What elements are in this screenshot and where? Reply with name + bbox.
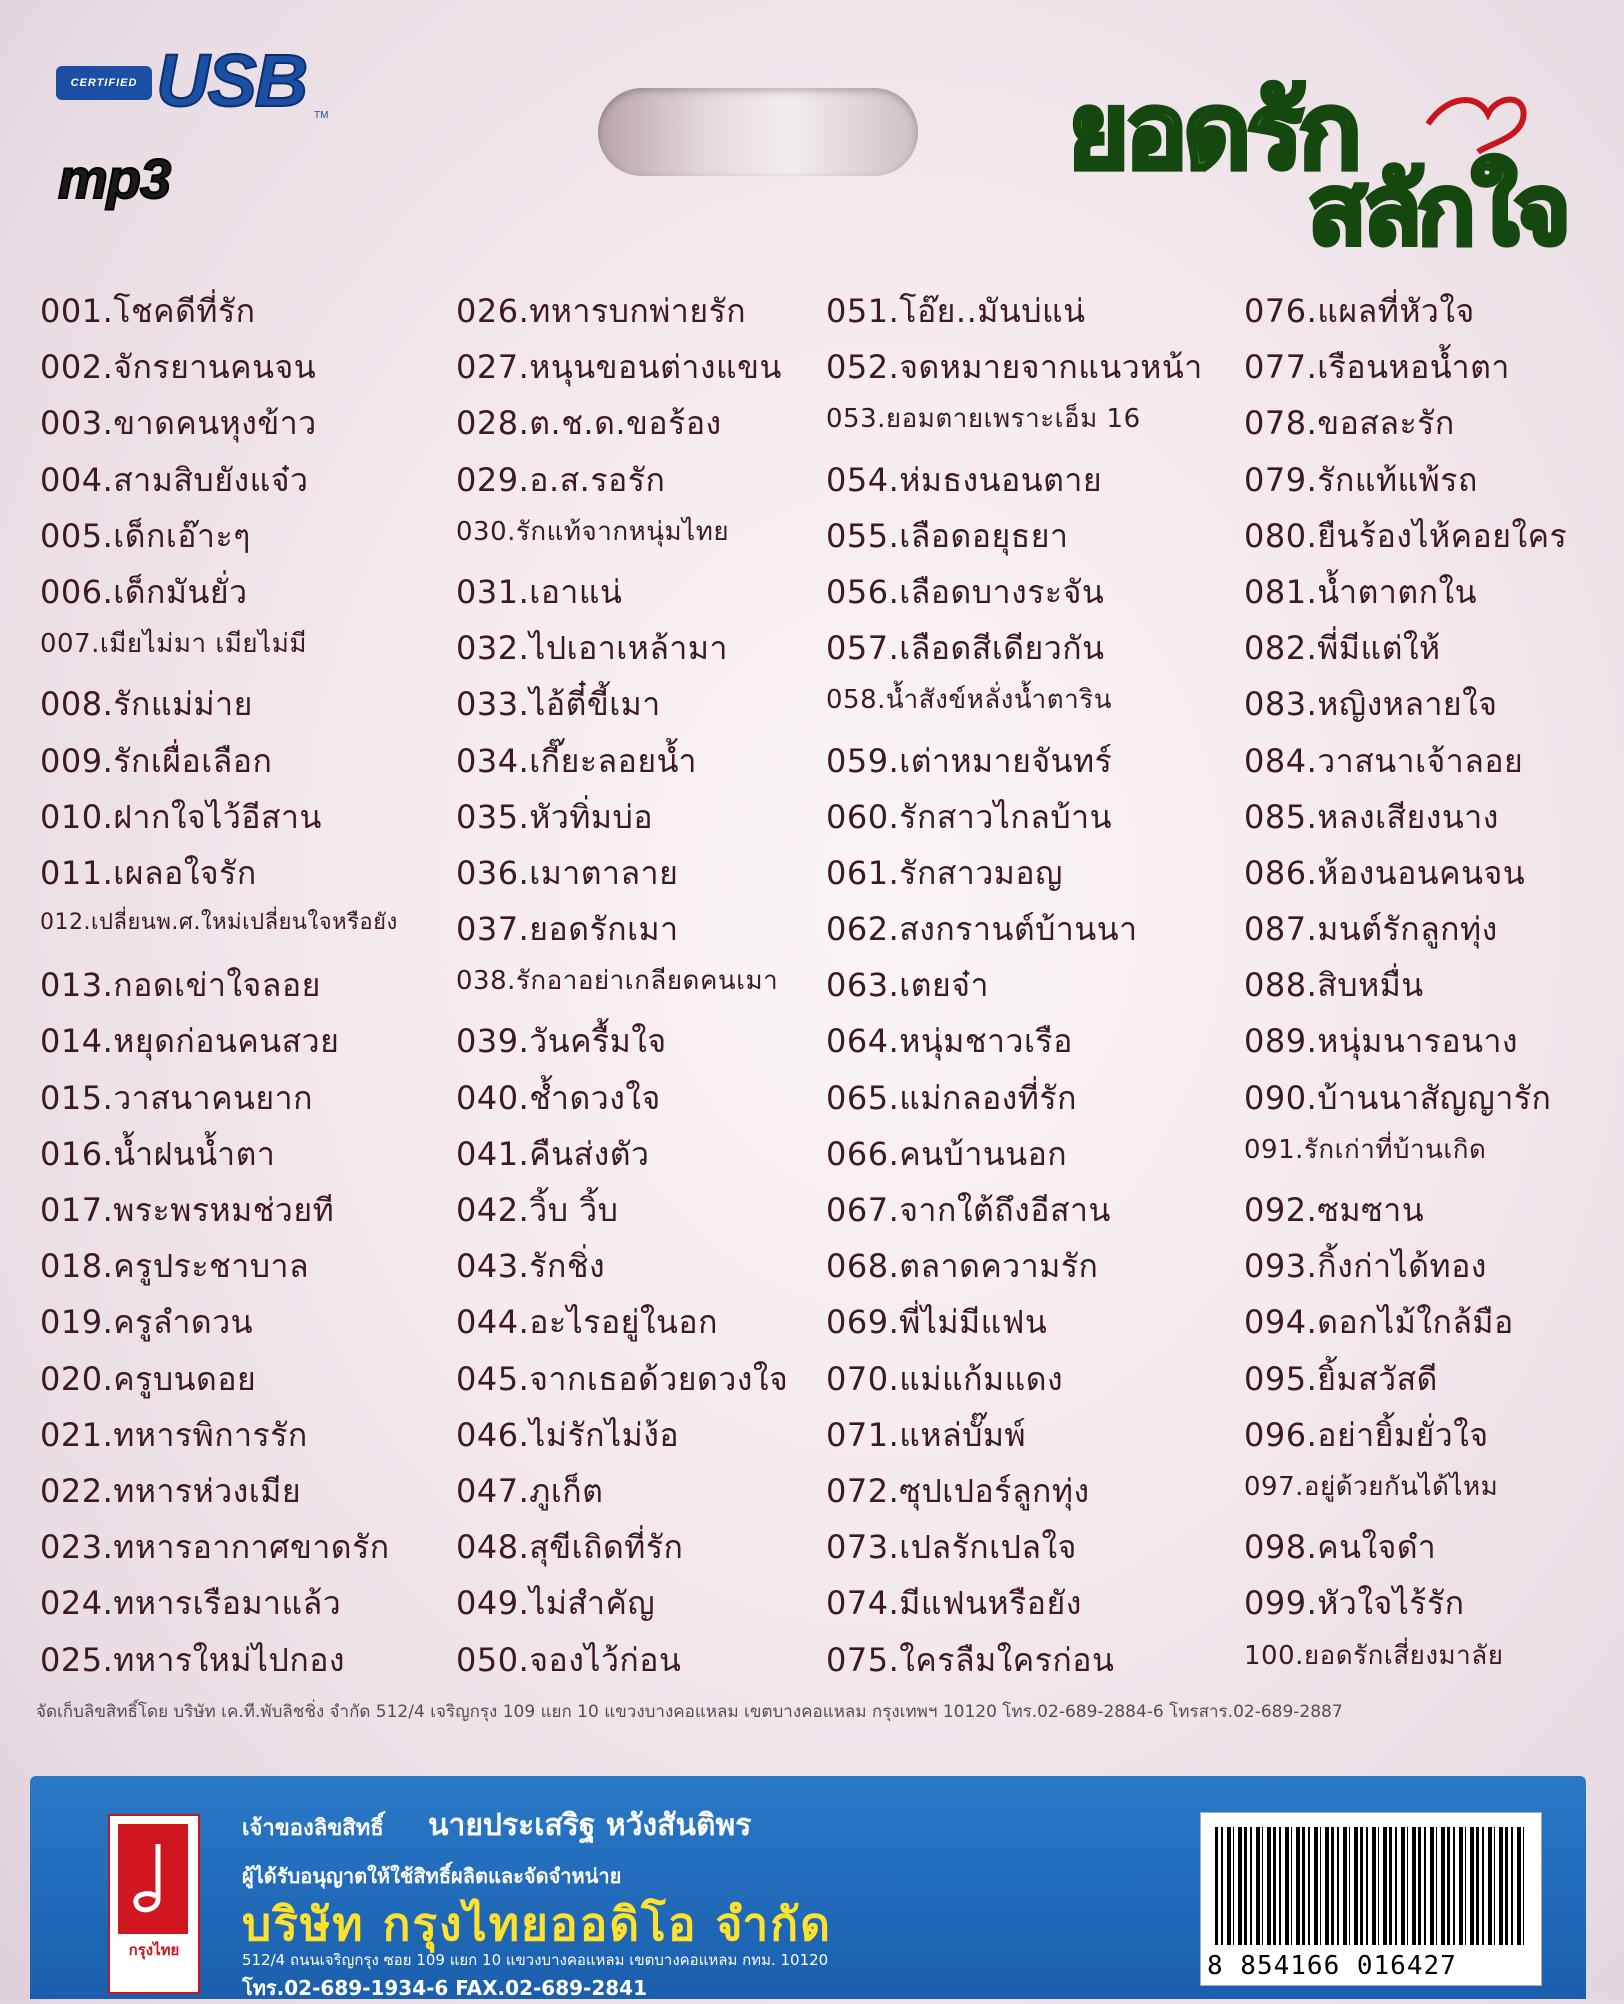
track-item: 055.เลือดอยุธยา xyxy=(826,516,1069,555)
track-item: 099.หัวใจไร้รัก xyxy=(1244,1584,1465,1623)
track-item: 014.หยุดก่อนคนสวย xyxy=(40,1022,340,1061)
track-item: 057.เลือดสีเดียวกัน xyxy=(826,629,1105,668)
track-item: 082.พี่มีแต่ให้ xyxy=(1244,629,1441,668)
track-item: 063.เตยจ๋า xyxy=(826,966,989,1005)
track-item: 013.กอดเข่าใจลอย xyxy=(40,966,321,1005)
track-item: 047.ภูเก็ต xyxy=(456,1471,604,1510)
track-item: 045.จากเธอด้วยดวงใจ xyxy=(456,1359,789,1398)
track-item: 022.ทหารห่วงเมีย xyxy=(40,1471,302,1510)
track-item: 061.รักสาวมอญ xyxy=(826,853,1063,892)
track-item: 016.น้ำฝนน้ำตา xyxy=(40,1134,276,1173)
publisher-footer xyxy=(30,1776,1586,1999)
track-column-3 xyxy=(826,286,1203,1691)
track-item: 096.อย่ายิ้มยั่วใจ xyxy=(1244,1415,1489,1454)
track-item: 053.ยอมตายเพราะเอ็ม 16 xyxy=(826,404,1141,435)
track-item: 046.ไม่รักไม่ง้อ xyxy=(456,1415,680,1454)
company-address: 512/4 ถนนเจริญกรุง ซอย 109 แยก 10 แขวงบางคอแหลม เขตบางคอแหลม กทม. 10120 xyxy=(242,1951,829,1969)
music-note-icon xyxy=(118,1824,188,1934)
track-column-2 xyxy=(456,286,788,1691)
track-item: 029.อ.ส.รอรัก xyxy=(456,460,666,499)
track-item: 054.ห่มธงนอนตาย xyxy=(826,460,1103,499)
track-item: 025.ทหารใหม่ไปกอง xyxy=(40,1640,346,1679)
krungthai-logo-text: กรุงไทย xyxy=(128,1941,180,1959)
track-item: 093.กิ้งก่าได้ทอง xyxy=(1244,1247,1487,1286)
track-item: 024.ทหารเรือมาแล้ว xyxy=(40,1584,342,1623)
track-item: 042.วิ้บ วิ้บ xyxy=(456,1191,619,1229)
track-item: 036.เมาตาลาย xyxy=(456,853,679,892)
copyright-line: จัดเก็บลิขสิทธิ์โดย บริษัท เค.ที.พับลิชชิ่ง จำกัด 512/4 เจริญกรุง 109 แยก 10 แขวงบางคอแหลม เขตบางคอแหลม กรุงเทพฯ 10120 โทร.02-689-2884-6 โทรสาร.02-689-2887 xyxy=(36,1702,1343,1722)
mp3-logo: mp3 xyxy=(58,147,171,210)
track-item: 081.น้ำตาตกใน xyxy=(1244,572,1477,611)
usb-certified-label: CERTIFIED xyxy=(56,66,152,100)
track-item: 098.คนใจดำ xyxy=(1244,1528,1437,1567)
track-item: 087.มนต์รักลูกทุ่ง xyxy=(1244,910,1498,949)
company-phone: โทร.02-689-1934-6 FAX.02-689-2841 xyxy=(242,1976,647,2000)
track-item: 062.สงกรานต์บ้านนา xyxy=(826,910,1138,949)
track-item: 066.คนบ้านนอก xyxy=(826,1134,1068,1173)
copyright-owner-label: เจ้าของลิขสิทธิ์ xyxy=(242,1816,384,1841)
heart-swirl-icon xyxy=(1418,74,1538,154)
track-item: 027.หนุนขอนต่างแขน xyxy=(456,348,782,387)
track-item: 032.ไปเอาเหล้ามา xyxy=(456,629,728,668)
track-item: 004.สามสิบยังแจ๋ว xyxy=(40,460,309,499)
track-item: 019.ครูลำดวน xyxy=(40,1303,254,1342)
barcode xyxy=(1200,1812,1542,1986)
licensee-label: ผู้ได้รับอนุญาตให้ใช้สิทธิ์ผลิตและจัดจำหน่าย xyxy=(242,1864,622,1888)
track-item: 049.ไม่สำคัญ xyxy=(456,1584,656,1623)
album-title-line1: ยอดรัก xyxy=(1068,70,1358,192)
track-item: 092.ซมซาน xyxy=(1244,1191,1425,1229)
track-item: 074.มีแฟนหรือยัง xyxy=(826,1584,1082,1623)
krungthai-logo xyxy=(108,1814,200,1994)
track-item: 070.แม่แก้มแดง xyxy=(826,1359,1064,1398)
track-item: 009.รักเผื่อเลือก xyxy=(40,741,273,780)
track-item: 018.ครูประชาบาล xyxy=(40,1247,310,1286)
track-item: 089.หนุ่มนารอนาง xyxy=(1244,1022,1519,1061)
track-item: 048.สุขีเถิดที่รัก xyxy=(456,1528,684,1567)
track-item: 021.ทหารพิการรัก xyxy=(40,1415,308,1454)
track-item: 060.รักสาวไกลบ้าน xyxy=(826,797,1113,836)
track-item: 008.รักแม่ม่าย xyxy=(40,685,253,724)
track-item: 071.แหล่บั๊มพ์ xyxy=(826,1415,1027,1454)
track-item: 056.เลือดบางระจัน xyxy=(826,572,1105,611)
track-item: 083.หญิงหลายใจ xyxy=(1244,685,1498,724)
track-item: 058.น้ำสังข์หลั่งน้ำตาริน xyxy=(826,685,1112,716)
track-item: 075.ใครลืมใครก่อน xyxy=(826,1640,1115,1679)
album-title-logo xyxy=(1058,48,1578,266)
track-item: 017.พระพรหมช่วยที xyxy=(40,1191,335,1229)
track-item: 076.แผลที่หัวใจ xyxy=(1244,292,1475,330)
track-item: 041.คืนส่งตัว xyxy=(456,1134,650,1173)
track-item: 015.วาสนาคนยาก xyxy=(40,1078,313,1117)
company-name: บริษัท กรุงไทยออดิโอ จำกัด xyxy=(242,1897,832,1951)
track-column-1 xyxy=(40,286,398,1691)
track-item: 040.ช้ำดวงใจ xyxy=(456,1078,661,1117)
barcode-number: 8 854166 016427 xyxy=(1207,1951,1457,1981)
track-item: 086.ห้องนอนคนจน xyxy=(1244,853,1526,892)
track-item: 020.ครูบนดอย xyxy=(40,1359,257,1398)
usb-label: USB xyxy=(156,39,307,122)
track-item: 067.จากใต้ถึงอีสาน xyxy=(826,1191,1111,1229)
track-item: 091.รักเก่าที่บ้านเกิด xyxy=(1244,1134,1487,1165)
track-item: 001.โชคดีที่รัก xyxy=(40,292,256,330)
track-item: 069.พี่ไม่มีแฟน xyxy=(826,1303,1048,1342)
album-title-line2: สลักใจ xyxy=(1308,154,1567,266)
track-item: 097.อยู่ด้วยกันได้ไหม xyxy=(1244,1471,1499,1502)
track-item: 100.ยอดรักเสี่ยงมาลัย xyxy=(1244,1640,1504,1671)
track-item: 035.หัวทิ่มบ่อ xyxy=(456,797,654,836)
track-item: 059.เต่าหมายจันทร์ xyxy=(826,741,1113,780)
track-item: 068.ตลาดความรัก xyxy=(826,1247,1099,1286)
copyright-owner-name: นายประเสริฐ หวังสันติพร xyxy=(428,1808,752,1843)
track-item: 030.รักแท้จากหนุ่มไทย xyxy=(456,516,730,547)
track-item: 026.ทหารบกพ่ายรัก xyxy=(456,292,747,330)
track-item: 010.ฝากใจไว้อีสาน xyxy=(40,797,322,836)
track-item: 080.ยืนร้องไห้คอยใคร xyxy=(1244,516,1568,555)
usb-certified-logo xyxy=(56,39,336,124)
track-item: 044.อะไรอยู่ในอก xyxy=(456,1303,718,1342)
track-item: 073.เปลรักเปลใจ xyxy=(826,1528,1077,1567)
track-item: 043.รักชิ่ง xyxy=(456,1247,606,1286)
hang-slot xyxy=(598,88,918,176)
track-item: 084.วาสนาเจ้าลอย xyxy=(1244,741,1524,780)
track-item: 007.เมียไม่มา เมียไม่มี xyxy=(40,629,307,660)
track-item: 006.เด็กมันยั่ว xyxy=(40,572,248,611)
track-item: 095.ยิ้มสวัสดี xyxy=(1244,1359,1438,1398)
track-item: 085.หลงเสียงนาง xyxy=(1244,797,1499,836)
track-item: 051.โอ๊ย..มันบ่แน่ xyxy=(826,292,1086,330)
track-item: 065.แม่กลองที่รัก xyxy=(826,1078,1077,1117)
track-item: 005.เด็กเอ๊าะๆ xyxy=(40,516,251,555)
track-item: 079.รักแท้แพ้รถ xyxy=(1244,460,1478,499)
track-item: 002.จักรยานคนจน xyxy=(40,348,317,387)
track-item: 039.วันครื้มใจ xyxy=(456,1022,667,1061)
track-column-4 xyxy=(1244,286,1567,1691)
barcode-bars xyxy=(1215,1827,1527,1945)
track-item: 003.ขาดคนหุงข้าว xyxy=(40,404,317,443)
track-item: 012.เปลี่ยนพ.ศ.ใหม่เปลี่ยนใจหรือยัง xyxy=(40,910,398,936)
track-item: 033.ไอ้ตี๋ขี้เมา xyxy=(456,685,661,724)
track-item: 023.ทหารอากาศขาดรัก xyxy=(40,1528,390,1567)
track-item: 090.บ้านนาสัญญารัก xyxy=(1244,1078,1552,1117)
track-item: 050.จองไว้ก่อน xyxy=(456,1640,682,1679)
track-item: 052.จดหมายจากแนวหน้า xyxy=(826,348,1203,387)
track-item: 094.ดอกไม้ใกล้มือ xyxy=(1244,1303,1514,1342)
track-item: 028.ต.ช.ด.ขอร้อง xyxy=(456,404,722,443)
track-item: 088.สิบหมื่น xyxy=(1244,966,1424,1005)
track-item: 038.รักอาอย่าเกลียดคนเมา xyxy=(456,966,779,997)
track-item: 078.ขอสละรัก xyxy=(1244,404,1455,443)
track-item: 072.ซุปเปอร์ลูกทุ่ง xyxy=(826,1471,1090,1510)
track-item: 031.เอาแน่ xyxy=(456,572,623,611)
track-item: 077.เรือนหอน้ำตา xyxy=(1244,348,1510,387)
track-item: 011.เผลอใจรัก xyxy=(40,853,257,892)
track-item: 064.หนุ่มชาวเรือ xyxy=(826,1022,1073,1061)
usb-tm-label: TM xyxy=(314,110,329,121)
track-item: 037.ยอดรักเมา xyxy=(456,910,679,949)
track-item: 034.เกี๊ยะลอยน้ำ xyxy=(456,741,697,780)
